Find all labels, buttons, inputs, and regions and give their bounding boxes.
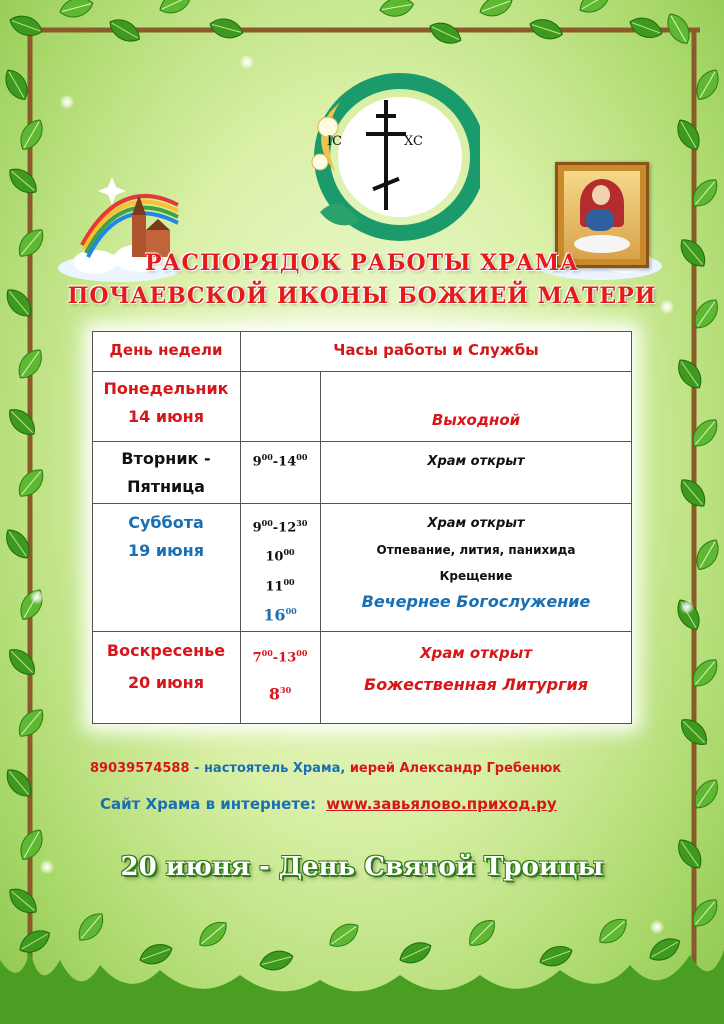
emblem-ic-label: IC bbox=[327, 134, 343, 149]
site-link[interactable]: www.завьялово.приход.ру bbox=[326, 795, 557, 813]
saturday-times: $9^{00}-12^{30}$ $10^{00}$ $11^{00}$ $16^{00}$ bbox=[252, 518, 308, 625]
website-line bbox=[100, 795, 660, 813]
sparkle bbox=[680, 600, 694, 614]
sparkle bbox=[30, 590, 44, 604]
monday-label: Понедельник bbox=[103, 379, 229, 398]
weekdays-service: Храм открыт bbox=[427, 454, 525, 469]
holiday-announcement: 20 июня - День Святой Троицы bbox=[120, 852, 604, 882]
contact-line bbox=[90, 761, 650, 776]
sparkle bbox=[240, 55, 254, 69]
saturday-services: Храм открыт Отпевание, лития, панихида Крещение Вечернее Богослужение bbox=[361, 516, 591, 611]
sunday-label: Воскресенье bbox=[106, 641, 226, 660]
contact-text: - настоятель Храма, bbox=[189, 761, 350, 776]
emblem-xc-label: XC bbox=[404, 134, 423, 149]
sunday-times: $7^{00}-13^{00}$ $8^{30}$ bbox=[252, 648, 308, 704]
priest-name: иерей Александр Гребенюк bbox=[349, 761, 562, 776]
row-monday-day bbox=[92, 375, 240, 431]
column-header-hours: Часы работы и Службы bbox=[333, 341, 539, 359]
title-line-1: РАСПОРЯДОК РАБОТЫ ХРАМА bbox=[145, 250, 579, 276]
orthodox-cross-icon bbox=[366, 100, 406, 210]
saturday-date: 19 июня bbox=[128, 541, 204, 560]
weekdays-label-1: Вторник - bbox=[121, 449, 211, 468]
monday-service: Выходной bbox=[431, 411, 521, 429]
sparkle bbox=[60, 95, 74, 109]
row-saturday-day bbox=[92, 509, 240, 565]
column-header-day: День недели bbox=[109, 341, 223, 359]
monday-date: 14 июня bbox=[128, 407, 204, 426]
row-weekdays-day bbox=[92, 445, 240, 501]
schedule-table bbox=[92, 331, 632, 724]
weekdays-time: $9^{00}-14^{00}$ bbox=[252, 452, 308, 470]
weekdays-label-2: Пятница bbox=[127, 477, 205, 496]
phone-number[interactable]: 89039574588 bbox=[90, 761, 190, 776]
title-line-2: ПОЧАЕВСКОЙ ИКОНЫ БОЖИЕЙ МАТЕРИ bbox=[67, 283, 657, 309]
sparkle bbox=[650, 920, 664, 934]
sunday-services: Храм открыт Божественная Литургия bbox=[364, 644, 588, 694]
row-sunday-day bbox=[92, 635, 240, 699]
saturday-label: Суббота bbox=[128, 513, 204, 532]
sunday-date: 20 июня bbox=[128, 673, 204, 692]
site-label: Сайт Храма в интернете: bbox=[100, 795, 317, 813]
